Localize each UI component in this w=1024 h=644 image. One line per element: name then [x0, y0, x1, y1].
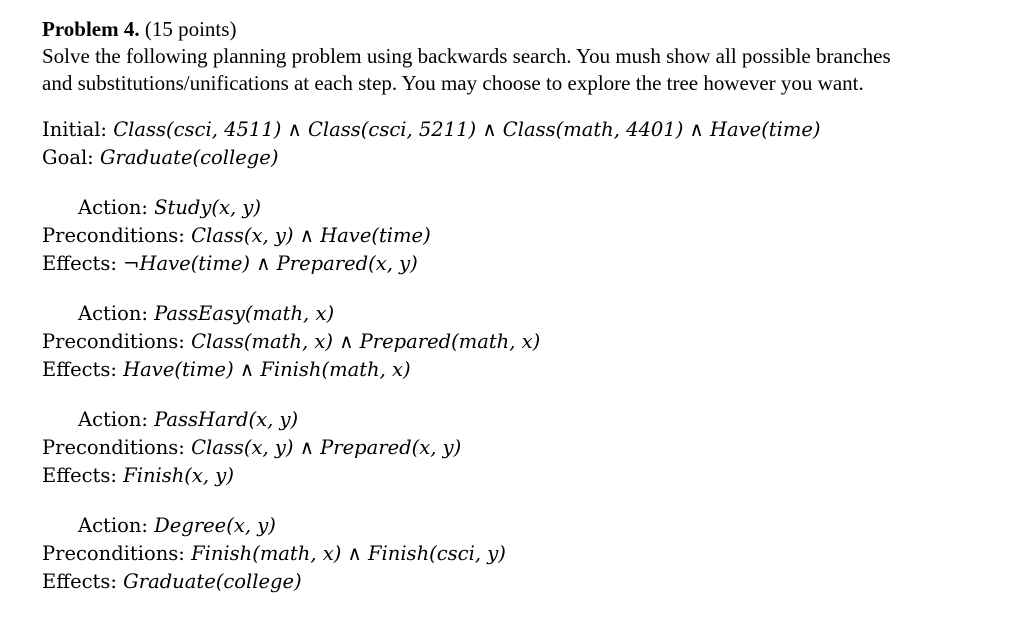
action-name: PassEasy(math, x) — [154, 302, 335, 325]
effects-label: Effects: — [42, 464, 117, 487]
action-degree-preconditions — [42, 541, 506, 567]
action-label: Action: — [78, 514, 148, 537]
action-passhard-preconditions — [42, 435, 461, 461]
goal-value: Graduate(college) — [99, 146, 279, 169]
action-passhard — [78, 407, 298, 433]
preconditions-label: Preconditions: — [42, 224, 185, 247]
initial-label: Initial: — [42, 118, 108, 141]
action-study-effects — [42, 251, 418, 277]
preconditions-value: Class(x, y) ∧ Have(time) — [191, 224, 431, 247]
preconditions-label: Preconditions: — [42, 436, 185, 459]
action-study — [78, 195, 261, 221]
goal-label: Goal: — [42, 146, 94, 169]
action-name: Degree(x, y) — [154, 514, 276, 537]
goal-state — [42, 145, 278, 171]
preconditions-value: Finish(math, x) ∧ Finish(csci, y) — [191, 542, 506, 565]
preconditions-value: Class(math, x) ∧ Prepared(math, x) — [191, 330, 541, 353]
effects-value: Graduate(college) — [123, 570, 302, 593]
preconditions-label: Preconditions: — [42, 542, 185, 565]
problem-intro-line-2: and substitutions/unifications at each step. You may choose to explore the tree however you want. — [42, 71, 864, 95]
action-name: Study(x, y) — [154, 196, 262, 219]
problem-intro-line-1: Solve the following planning problem using backwards search. You mush show all possible branches — [42, 44, 891, 68]
action-passeasy-preconditions — [42, 329, 540, 355]
effects-value: Have(time) ∧ Finish(math, x) — [123, 358, 411, 381]
effects-label: Effects: — [42, 570, 117, 593]
initial-state — [42, 117, 821, 143]
initial-value: Class(csci, 4511) ∧ Class(csci, 5211) ∧ Class(math, 4401) ∧ Have(time) — [113, 118, 821, 141]
effects-value: ¬Have(time) ∧ Prepared(x, y) — [123, 252, 418, 275]
action-passeasy-effects — [42, 357, 411, 383]
action-label: Action: — [78, 302, 148, 325]
preconditions-label: Preconditions: — [42, 330, 185, 353]
effects-label: Effects: — [42, 252, 117, 275]
action-label: Action: — [78, 196, 148, 219]
action-label: Action: — [78, 408, 148, 431]
action-name: PassHard(x, y) — [154, 408, 299, 431]
action-degree — [78, 513, 276, 539]
effects-label: Effects: — [42, 358, 117, 381]
action-degree-effects — [42, 569, 302, 595]
problem-points: (15 points) — [144, 17, 237, 41]
action-passhard-effects — [42, 463, 234, 489]
action-passeasy — [78, 301, 334, 327]
problem-header — [42, 16, 236, 42]
effects-value: Finish(x, y) — [123, 464, 234, 487]
title-period: . — [134, 17, 140, 41]
problem-title: Problem 4 — [42, 17, 135, 41]
preconditions-value: Class(x, y) ∧ Prepared(x, y) — [191, 436, 462, 459]
action-study-preconditions — [42, 223, 431, 249]
